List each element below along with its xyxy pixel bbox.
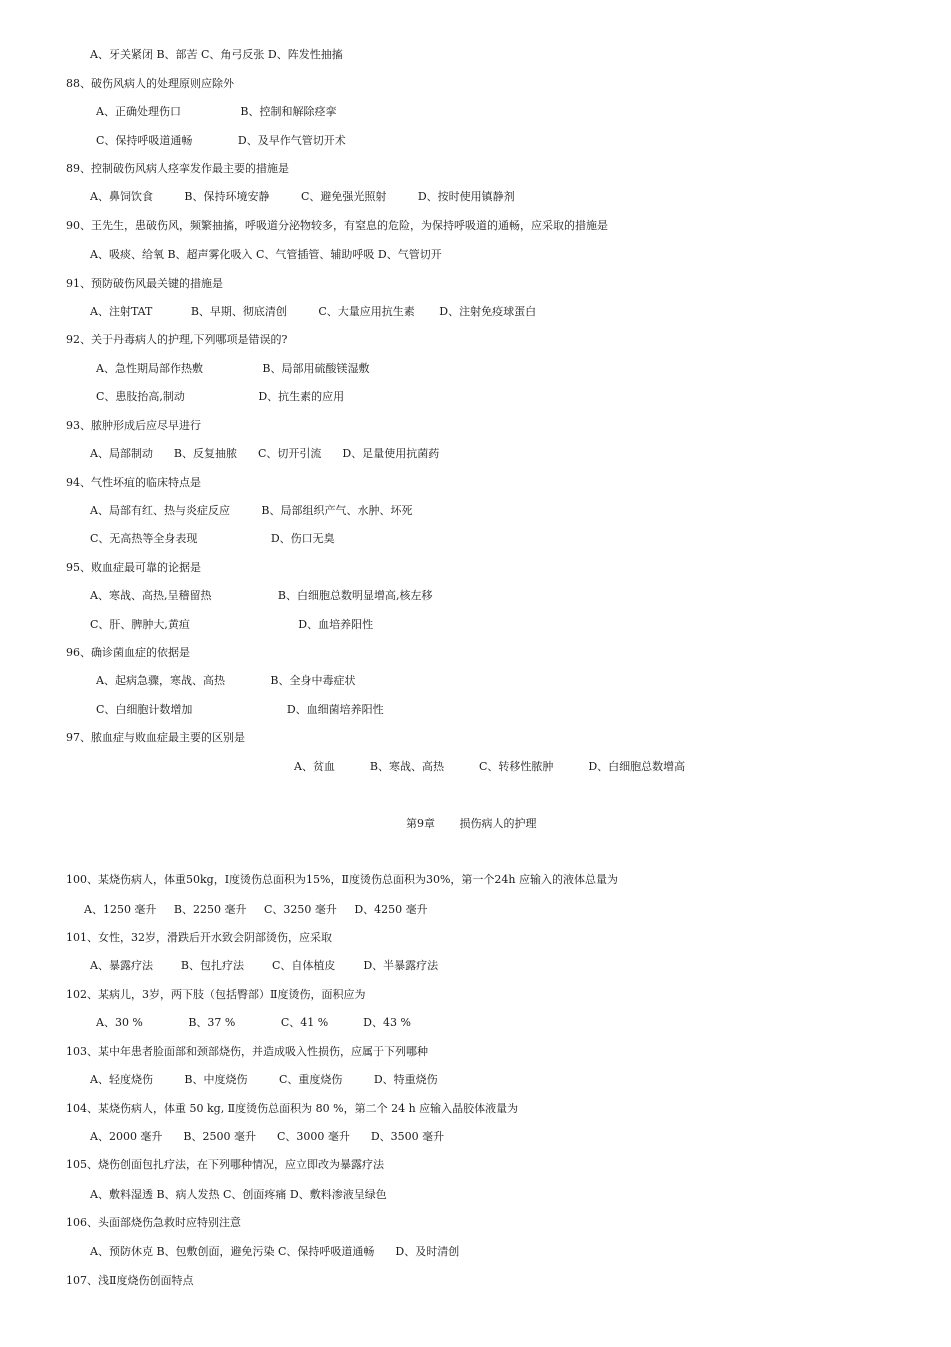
answer-options: C、白细胞计数增加 D、血细菌培养阳性 — [96, 703, 384, 716]
answer-options: A、局部制动 B、反复抽脓 C、切开引流 D、足量使用抗菌药 — [90, 447, 440, 460]
answer-options: A、2000 毫升 B、2500 毫升 C、3000 毫升 D、3500 毫升 — [90, 1130, 445, 1143]
question-90: 90、王先生，患破伤风，频繁抽搐，呼吸道分泌物较多，有窒息的危险，为保持呼吸道的通畅，应采取的措施是 — [66, 219, 608, 232]
answer-options: C、患肢抬高,制动 D、抗生素的应用 — [96, 390, 345, 403]
answer-options: A、局部有红、热与炎症反应 B、局部组织产气、水肿、坏死 — [90, 504, 413, 517]
question-103: 103、某中年患者脸面部和颈部烧伤，并造成吸入性损伤，应属于下列哪种 — [66, 1045, 428, 1058]
answer-options: A、预防休克 B、包敷创面，避免污染 C、保持呼吸道通畅 D、及时清创 — [90, 1245, 460, 1258]
answer-options: A、吸痰、给氧 B、超声雾化吸入 C、气管插管、辅助呼吸 D、气管切开 — [90, 248, 442, 261]
answer-options: A、鼻饲饮食 B、保持环境安静 C、避免强光照射 D、按时使用镇静剂 — [90, 190, 515, 203]
question-92: 92、关于丹毒病人的护理,下列哪项是错误的? — [66, 333, 288, 346]
answer-options: A、1250 毫升 B、2250 毫升 C、3250 毫升 D、4250 毫升 — [84, 903, 428, 916]
question-91: 91、预防破伤风最关键的措施是 — [66, 277, 223, 290]
question-102: 102、某病儿，3岁，两下肢（包括臀部）Ⅱ度烫伤，面积应为 — [66, 988, 366, 1001]
question-106: 106、头面部烧伤急救时应特别注意 — [66, 1216, 241, 1229]
answer-options: C、无高热等全身表现 D、伤口无臭 — [90, 532, 335, 545]
answer-options: A、贫血 B、寒战、高热 C、转移性脓肿 D、白细胞总数增高 — [294, 760, 686, 773]
question-95: 95、败血症最可靠的论据是 — [66, 561, 201, 574]
answer-options: A、急性期局部作热敷 B、局部用硫酸镁湿敷 — [96, 362, 370, 375]
question-101: 101、女性，32岁，滑跌后开水致会阴部烫伤，应采取 — [66, 931, 332, 944]
answer-options: A、敷料湿透 B、病人发热 C、创面疼痛 D、敷料渗液呈绿色 — [90, 1188, 387, 1201]
answer-options: A、牙关紧闭 B、部苦 C、角弓反张 D、阵发性抽搐 — [90, 48, 343, 61]
answer-options: A、轻度烧伤 B、中度烧伤 C、重度烧伤 D、特重烧伤 — [90, 1073, 438, 1086]
question-105: 105、烧伤创面包扎疗法，在下列哪种情况，应立即改为暴露疗法 — [66, 1158, 384, 1171]
answer-options: A、注射TAT B、早期、彻底清创 C、大量应用抗生素 D、注射免疫球蛋白 — [90, 305, 537, 318]
question-100: 100、某烧伤病人，体重50kg，I度烫伤总面积为15%，Ⅱ度烫伤总面积为30%，第一个24h 应输入的液体总量为 — [66, 873, 618, 886]
answer-options: C、肝、脾肿大,黄疸 D、血培养阳性 — [90, 618, 374, 631]
question-88: 88、破伤风病人的处理原则应除外 — [66, 77, 234, 90]
question-93: 93、脓肿形成后应尽早进行 — [66, 419, 201, 432]
answer-options: C、保持呼吸道通畅 D、及早作气管切开术 — [96, 134, 346, 147]
answer-options: A、暴露疗法 B、包扎疗法 C、自体植皮 D、半暴露疗法 — [90, 959, 439, 972]
answer-options: A、起病急骤，寒战、高热 B、全身中毒症状 — [96, 674, 356, 687]
question-107: 107、浅Ⅱ度烧伤创面特点 — [66, 1274, 194, 1287]
answer-options: A、寒战、高热,呈稽留热 B、白细胞总数明显增高,核左移 — [90, 589, 433, 602]
question-94: 94、气性坏疽的临床特点是 — [66, 476, 201, 489]
question-97: 97、脓血症与败血症最主要的区别是 — [66, 731, 245, 744]
answer-options: A、正确处理伤口 B、控制和解除痉挛 — [96, 105, 337, 118]
answer-options: A、30 % B、37 % C、41 % D、43 % — [96, 1016, 411, 1029]
question-89: 89、控制破伤风病人痉挛发作最主要的措施是 — [66, 162, 289, 175]
chapter-heading: 第9章 损伤病人的护理 — [406, 817, 537, 830]
question-104: 104、某烧伤病人，体重 50 kg, Ⅱ度烫伤总面积为 80 %，第二个 24 h 应输入晶胶体液量为 — [66, 1102, 519, 1115]
question-96: 96、确诊菌血症的依据是 — [66, 646, 190, 659]
